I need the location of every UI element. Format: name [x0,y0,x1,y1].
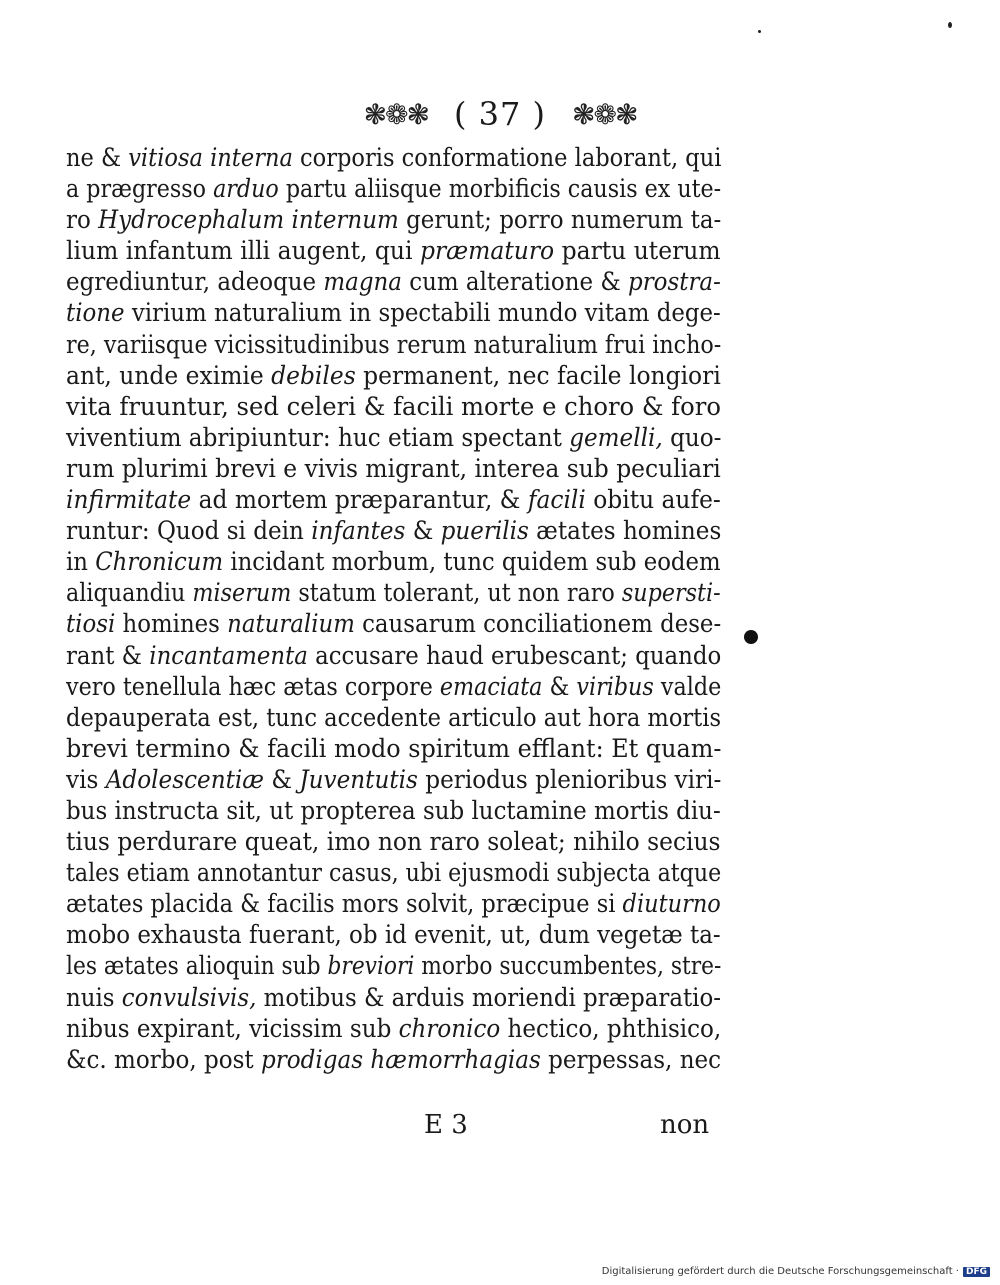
digitization-credit [602,1266,990,1277]
text-line [66,391,721,422]
italic-segment: naturalium [227,609,355,639]
text-segment: vero tenellula hæc ætas corpore [66,671,440,701]
text-segment: ad mortem præparantur, & [191,485,528,515]
italic-segment: supersti- [621,578,721,608]
text-segment: a prægresso [66,174,214,204]
text-line [66,360,721,391]
text-segment: viventium abripiuntur: huc etiam spectant [66,422,570,452]
text-segment: mobo exhausta fuerant, ob id evenit, ut, dum vegetæ ta- [66,920,721,950]
ink-speck [758,30,761,33]
ornament-left-icon: ❃❁❃ [363,97,428,131]
text-segment: periodus plenioribus viri- [417,764,722,794]
text-segment: ne & [66,143,129,172]
text-segment: runtur: Quod si dein [66,516,312,546]
text-segment: incidant morbum, tunc quidem sub eodem [223,547,721,577]
italic-segment: viribus [576,671,654,701]
italic-segment: prostra- [628,267,721,297]
text-segment: nibus expirant, vicissim sub [66,1013,399,1043]
running-header [0,95,1000,133]
text-segment: bus instructa sit, ut propterea sub luctamine mortis diu- [66,795,721,825]
signature-mark: E 3 [424,1110,468,1140]
credit-text: Digitalisierung gefördert durch die Deutsche Forschungsgemeinschaft · [601,1266,959,1277]
italic-segment: chronico [398,1013,501,1043]
text-line [66,950,722,981]
italic-segment: debiles [271,360,356,390]
text-segment: vita fruuntur, sed celeri & facili morte e choro & foro [66,391,721,421]
text-line [66,608,722,639]
text-segment: tius perdurare queat, imo non raro soleat; nihilo secius [66,827,721,857]
text-line [66,577,721,608]
text-segment: permanent, nec facile longiori [355,360,721,390]
text-segment: depauperata est, tunc accedente articulo aut hora mortis [66,702,722,732]
italic-segment: Chronicum [95,547,224,577]
text-line [66,888,721,919]
text-segment: valde [653,671,722,701]
text-segment: causarum conciliationem dese- [354,609,722,639]
italic-segment: puerilis [440,516,529,546]
italic-segment: diuturno [622,889,721,919]
text-segment: homines [115,609,228,639]
text-segment: ant, unde eximie [66,360,272,390]
text-segment: & [264,764,300,794]
text-line [66,1013,722,1044]
text-segment: brevi termino & facili modo spiritum efflant: Et quam- [66,733,722,763]
text-line [66,919,721,950]
text-segment: egrediuntur, adeoque [66,267,324,297]
italic-segment: infantes [311,516,406,546]
text-line [66,142,722,173]
text-line [66,235,721,266]
text-segment: hectico, phthisico, [500,1013,722,1043]
italic-segment: tione [66,298,125,328]
text-segment: lium infantum illi augent, qui [66,236,420,266]
text-segment: morbo succumbentes, stre- [414,951,722,981]
text-segment: ætates homines [528,516,722,546]
text-segment: partu uterum [554,236,721,266]
text-line [66,329,722,360]
catchword: non [660,1110,710,1140]
text-segment: rant & [66,640,150,670]
italic-segment: Hydrocephalum internum [98,205,399,235]
text-line [66,173,722,204]
text-line [66,297,721,328]
text-segment: gerunt; porro numerum ta- [398,205,722,235]
text-line [66,982,721,1013]
text-line [66,702,722,733]
text-segment: corporis conformatione laborant, qui [292,143,722,172]
text-line [66,484,721,515]
text-segment: partu aliisque morbificis causis ex ute- [278,174,722,204]
text-line [66,640,722,671]
italic-segment: miserum [192,578,292,608]
text-segment: & [405,516,441,546]
page-number: ( 37 ) [453,95,547,133]
text-segment: tales etiam annotantur casus, ubi ejusmodi subjecta atque [66,858,722,888]
text-segment: aliquandiu [66,578,193,608]
text-segment: vis [66,764,106,794]
text-segment: in [66,547,96,577]
italic-segment: infirmitate [66,485,192,515]
italic-segment: convulsivis, [121,982,257,1012]
text-line [66,1044,722,1075]
ornament-right-icon: ❃❁❃ [572,97,637,131]
text-line [66,266,721,297]
text-line [66,453,721,484]
italic-segment: incantamenta [149,640,308,670]
text-line [66,857,722,888]
text-segment: cum alteratione & [401,267,629,297]
text-segment: & [542,671,577,701]
italic-segment: gemelli, [569,422,663,452]
dfg-logo: DFG [963,1267,990,1277]
text-line [66,826,721,857]
italic-segment: arduo [213,174,279,204]
text-segment: virium naturalium in spectabili mundo vitam dege- [124,298,721,328]
text-segment: statum tolerant, ut non raro [291,578,622,608]
text-line [66,795,721,826]
italic-segment: Adolescentiæ [105,764,265,794]
text-segment: &c. morbo, post [66,1044,262,1074]
text-segment: perpessas, nec [540,1044,722,1074]
italic-segment: magna [323,267,402,297]
italic-segment: Juventutis [299,764,418,794]
text-segment: nuis [66,982,122,1012]
text-segment: ro [66,205,99,235]
text-segment: quo- [662,422,722,452]
ink-speck [948,22,952,28]
text-line [66,422,722,453]
italic-segment: breviori [327,951,415,981]
text-line [66,671,722,702]
italic-segment: facili [527,485,586,515]
text-segment: ætates placida & facilis mors solvit, præcipue si [66,889,623,919]
italic-segment: vitiosa interna [128,143,293,172]
text-line [66,764,722,795]
text-segment: motibus & arduis moriendi præparatio- [256,982,721,1012]
text-segment: les ætates alioquin sub [66,951,328,981]
text-line [66,733,722,764]
text-line [66,546,721,577]
italic-segment: præmaturo [419,236,555,266]
text-segment: accusare haud erubescant; quando [307,640,722,670]
body-text [66,142,721,1075]
text-line [66,515,722,546]
italic-segment: prodigas hæmorrhagias [261,1044,541,1074]
text-segment: re, variisque vicissitudinibus rerum naturalium frui incho- [66,329,722,359]
text-segment: rum plurimi brevi e vivis migrant, interea sub peculiari [66,453,721,483]
italic-segment: tiosi [66,609,116,639]
text-segment: obitu aufe- [585,485,721,515]
text-line [66,204,722,235]
ink-blot [744,630,758,644]
italic-segment: emaciata [439,671,543,701]
